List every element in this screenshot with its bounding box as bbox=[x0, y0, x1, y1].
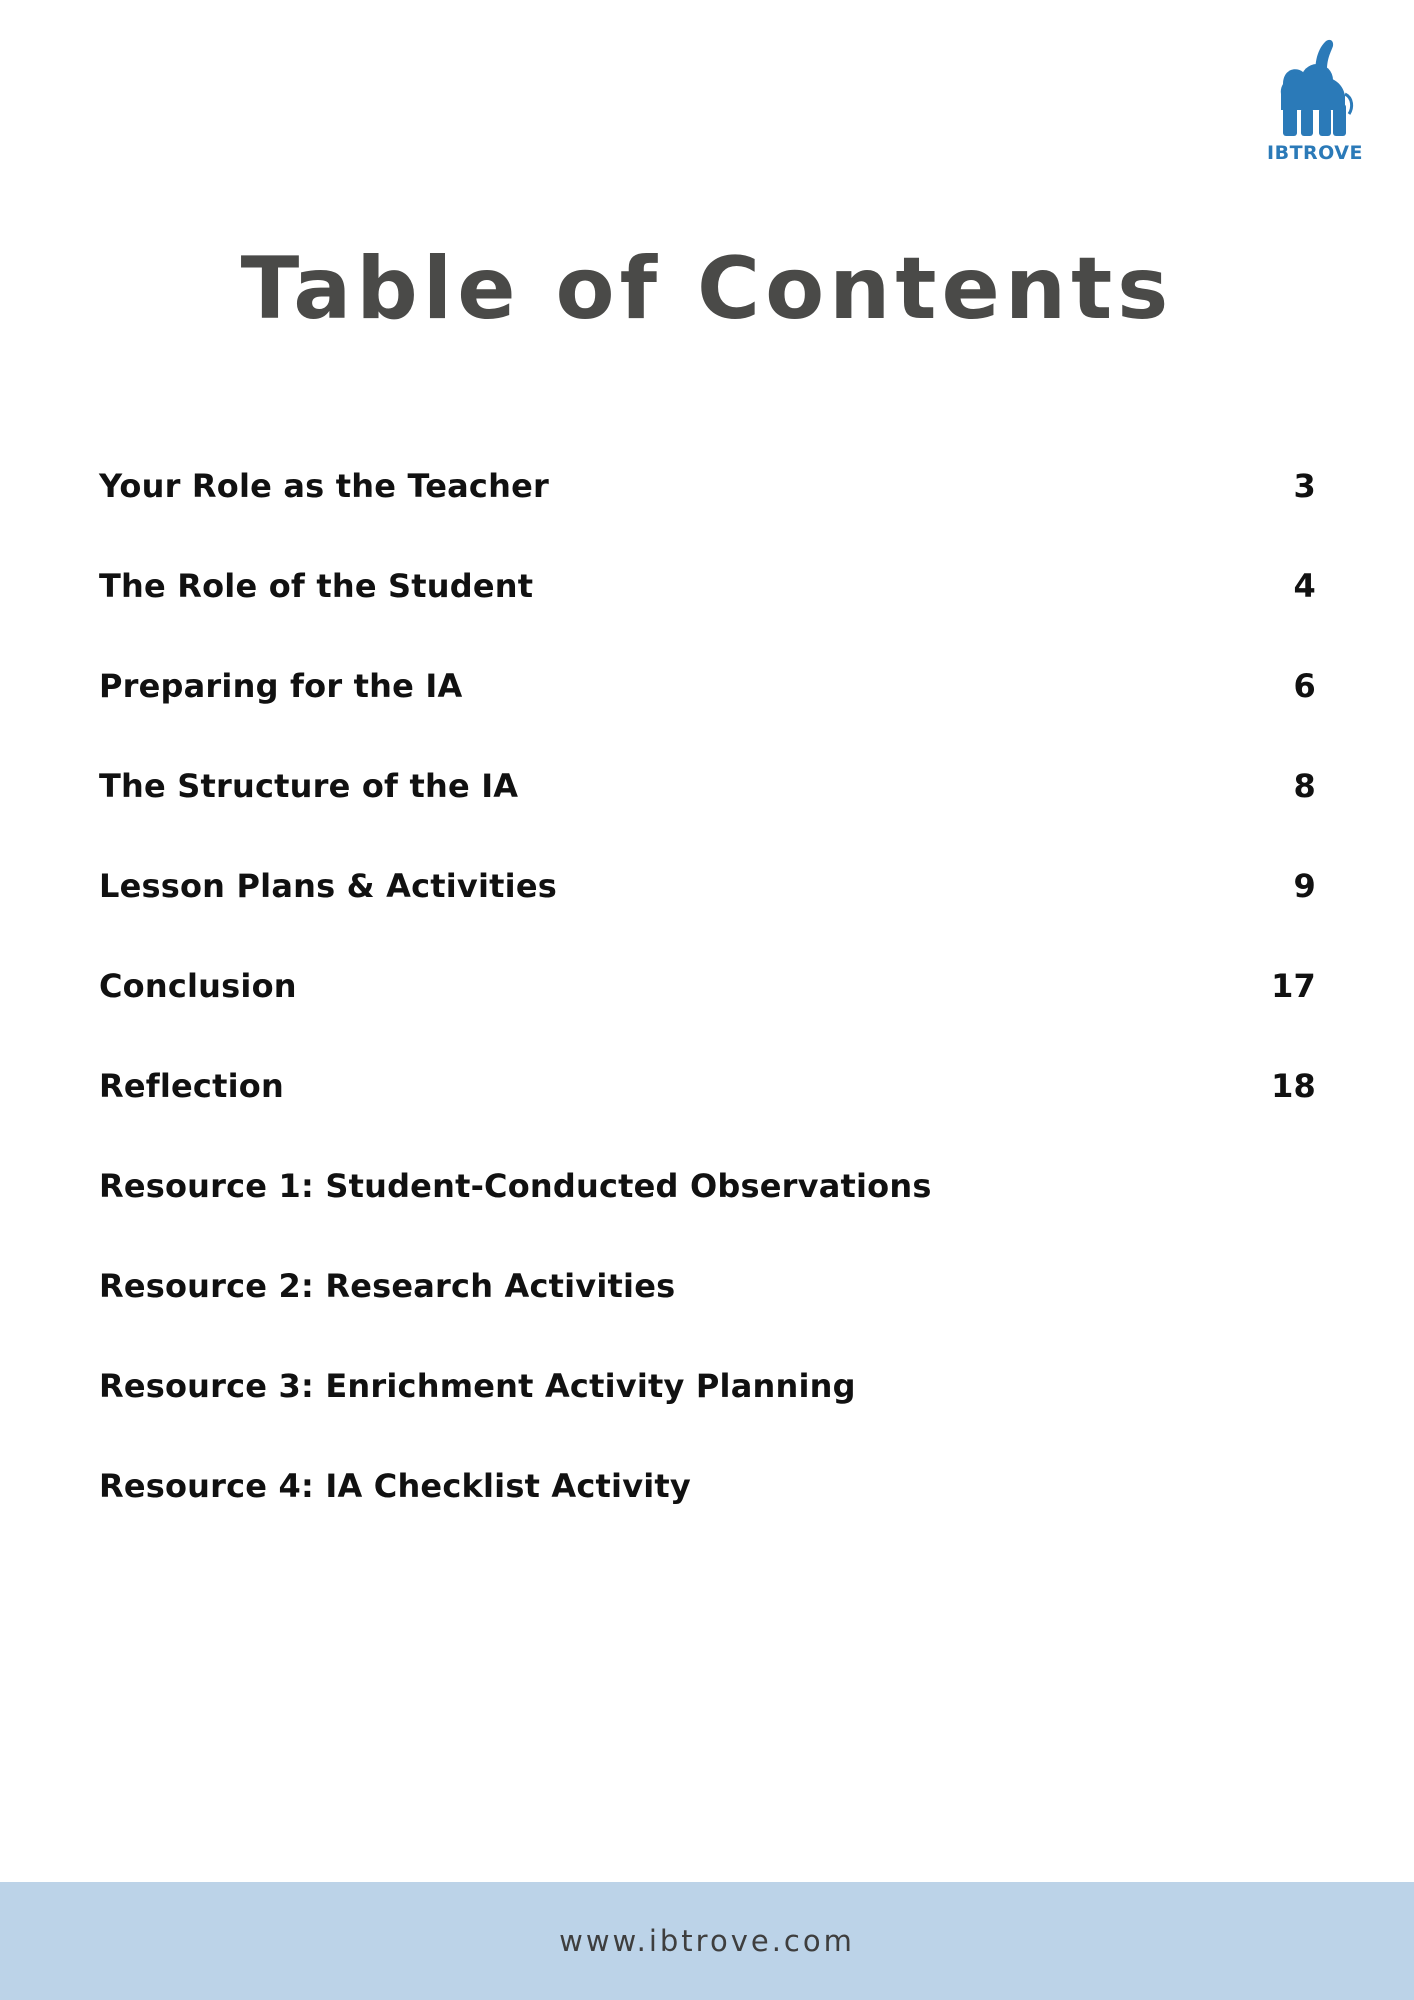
toc-entry[interactable] bbox=[99, 836, 1316, 936]
toc-entry-page: 3 bbox=[1293, 467, 1316, 505]
toc-entry-title: Resource 1: Student-Conducted Observations bbox=[99, 1167, 932, 1205]
toc-entry[interactable] bbox=[99, 1336, 1316, 1436]
toc-entry-title: Resource 2: Research Activities bbox=[99, 1267, 676, 1305]
elephant-icon bbox=[1273, 36, 1357, 140]
toc-entry-page: 17 bbox=[1271, 967, 1316, 1005]
toc-entry-title: Resource 3: Enrichment Activity Planning bbox=[99, 1367, 856, 1405]
toc-entry-title: Reflection bbox=[99, 1067, 284, 1105]
toc-entry[interactable] bbox=[99, 936, 1316, 1036]
toc-entry[interactable] bbox=[99, 1036, 1316, 1136]
toc-entry-title: Lesson Plans & Activities bbox=[99, 867, 557, 905]
toc-entry-title: Your Role as the Teacher bbox=[99, 467, 549, 505]
toc-list bbox=[99, 436, 1316, 1536]
brand-name: IBTROVE bbox=[1267, 142, 1363, 164]
toc-entry-page: 18 bbox=[1271, 1067, 1316, 1105]
toc-entry-page: 8 bbox=[1293, 767, 1316, 805]
toc-entry[interactable] bbox=[99, 436, 1316, 536]
toc-entry-title: The Role of the Student bbox=[99, 567, 534, 605]
toc-entry[interactable] bbox=[99, 1436, 1316, 1536]
footer-bar bbox=[0, 1882, 1414, 2000]
toc-entry-title: Conclusion bbox=[99, 967, 297, 1005]
toc-entry[interactable] bbox=[99, 1236, 1316, 1336]
toc-entry[interactable] bbox=[99, 1136, 1316, 1236]
page-title: Table of Contents bbox=[240, 239, 1174, 339]
toc-entry[interactable] bbox=[99, 636, 1316, 736]
brand-logo bbox=[1260, 36, 1370, 170]
toc-entry[interactable] bbox=[99, 536, 1316, 636]
toc-entry-page: 4 bbox=[1293, 567, 1316, 605]
footer-website-link[interactable]: www.ibtrove.com bbox=[559, 1924, 855, 1958]
toc-entry-page: 6 bbox=[1293, 667, 1316, 705]
toc-entry-title: Resource 4: IA Checklist Activity bbox=[99, 1467, 691, 1505]
toc-entry[interactable] bbox=[99, 736, 1316, 836]
toc-entry-title: Preparing for the IA bbox=[99, 667, 463, 705]
toc-entry-title: The Structure of the IA bbox=[99, 767, 519, 805]
toc-entry-page: 9 bbox=[1293, 867, 1316, 905]
